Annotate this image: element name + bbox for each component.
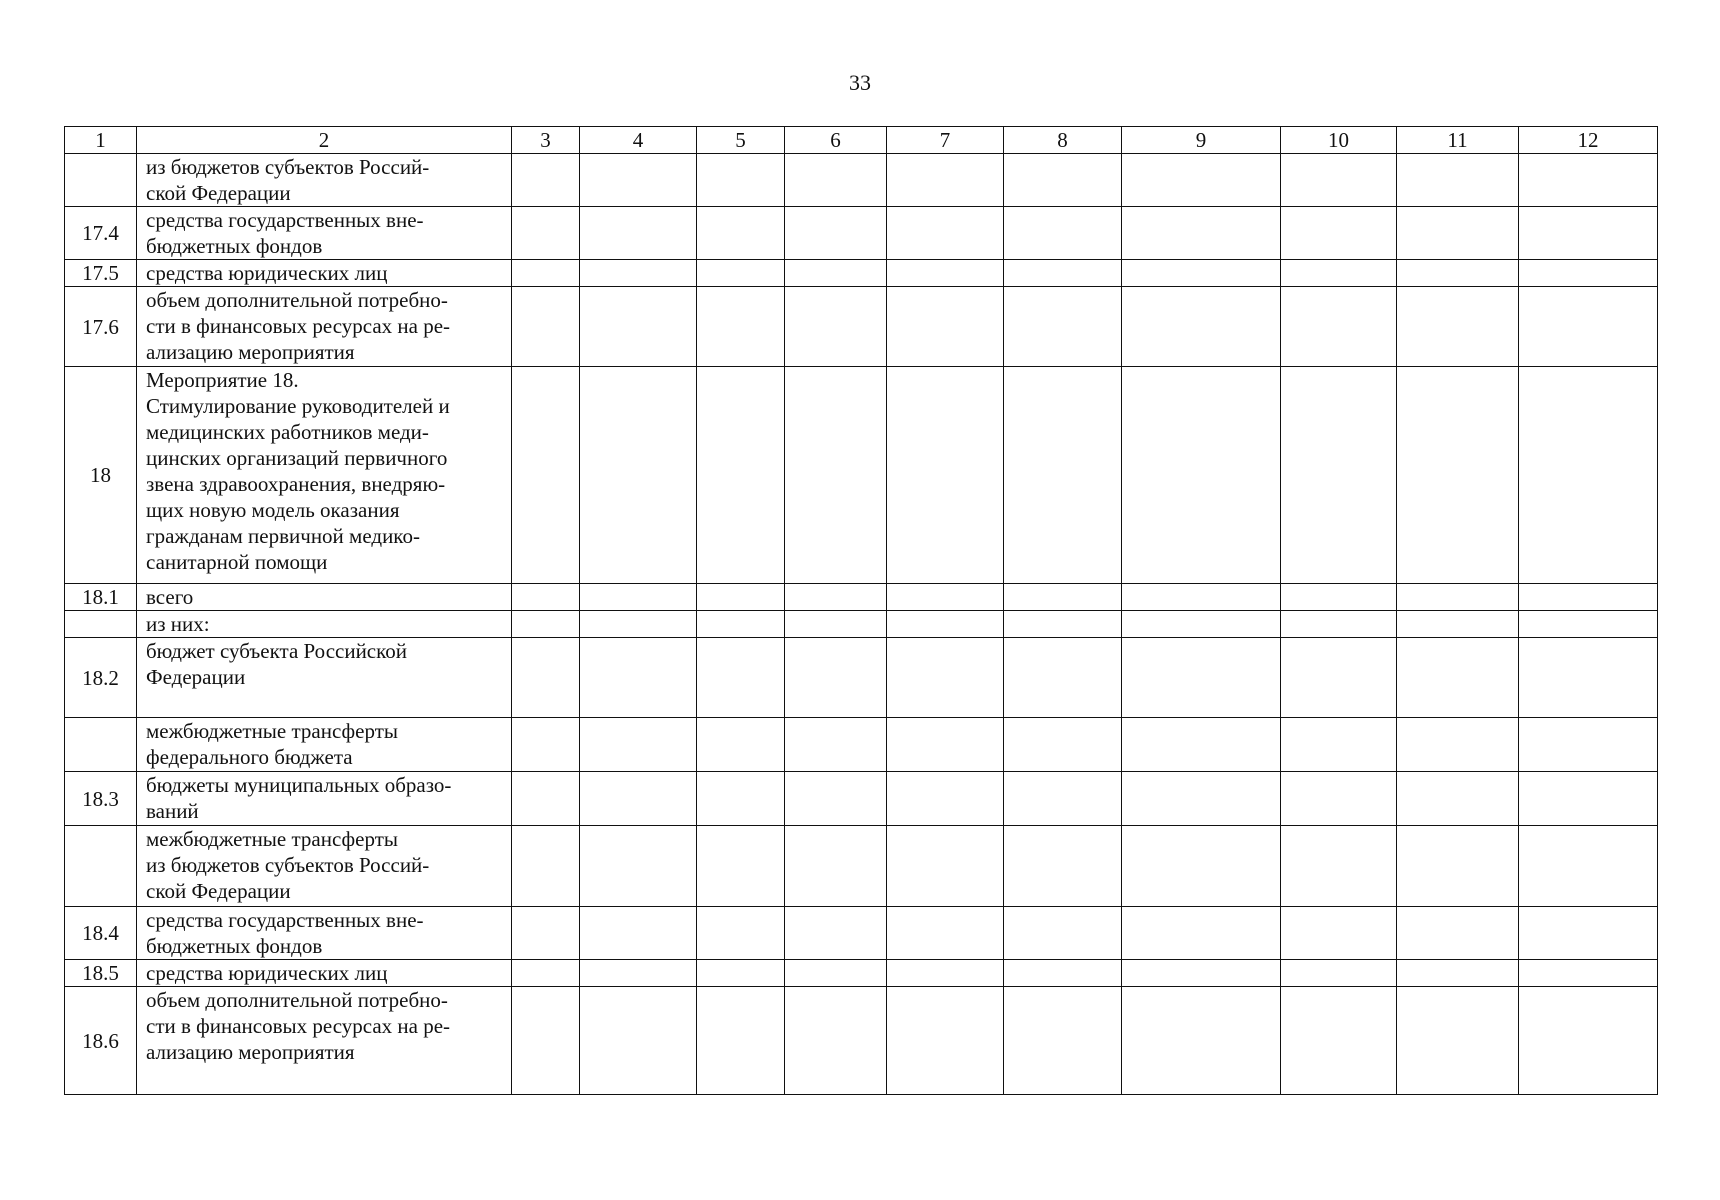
value-cell	[1122, 772, 1281, 826]
value-cell	[887, 367, 1004, 584]
row-number-cell	[65, 718, 137, 772]
row-description-cell: средства государственных вне- бюджетных фондов	[137, 907, 512, 960]
value-cell	[1519, 907, 1658, 960]
value-cell	[1281, 960, 1397, 987]
value-cell	[1519, 638, 1658, 718]
budget-table	[64, 126, 1658, 1095]
value-cell	[785, 638, 887, 718]
value-cell	[1281, 987, 1397, 1095]
column-header: 7	[887, 127, 1004, 154]
value-cell	[785, 960, 887, 987]
value-cell	[1519, 287, 1658, 367]
value-cell	[697, 718, 785, 772]
value-cell	[580, 907, 697, 960]
value-cell	[785, 907, 887, 960]
value-cell	[1519, 718, 1658, 772]
value-cell	[580, 207, 697, 260]
table-row	[65, 826, 1658, 907]
value-cell	[580, 154, 697, 207]
value-cell	[1122, 367, 1281, 584]
value-cell	[512, 826, 580, 907]
row-description-cell: объем дополнительной потребно- сти в финансовых ресурсах на ре- ализацию мероприятия	[137, 987, 512, 1095]
value-cell	[1281, 611, 1397, 638]
value-cell	[1397, 960, 1519, 987]
value-cell	[1519, 987, 1658, 1095]
row-number-cell: 18.6	[65, 987, 137, 1095]
value-cell	[1519, 611, 1658, 638]
value-cell	[1122, 154, 1281, 207]
value-cell	[1281, 287, 1397, 367]
value-cell	[697, 287, 785, 367]
value-cell	[512, 718, 580, 772]
column-header: 5	[697, 127, 785, 154]
row-description-cell: средства юридических лиц	[137, 260, 512, 287]
value-cell	[785, 154, 887, 207]
table-row	[65, 772, 1658, 826]
table-row	[65, 260, 1658, 287]
value-cell	[1004, 287, 1122, 367]
value-cell	[785, 987, 887, 1095]
table-row	[65, 367, 1658, 584]
value-cell	[785, 367, 887, 584]
value-cell	[1397, 287, 1519, 367]
value-cell	[1004, 207, 1122, 260]
value-cell	[697, 772, 785, 826]
value-cell	[512, 772, 580, 826]
value-cell	[580, 718, 697, 772]
column-number-header	[65, 127, 1658, 154]
value-cell	[580, 960, 697, 987]
value-cell	[887, 960, 1004, 987]
value-cell	[1397, 987, 1519, 1095]
table-row	[65, 154, 1658, 207]
value-cell	[1397, 826, 1519, 907]
value-cell	[785, 207, 887, 260]
column-header: 4	[580, 127, 697, 154]
value-cell	[1004, 260, 1122, 287]
value-cell	[1519, 207, 1658, 260]
column-header: 12	[1519, 127, 1658, 154]
table-row	[65, 287, 1658, 367]
value-cell	[697, 826, 785, 907]
value-cell	[1122, 287, 1281, 367]
value-cell	[512, 367, 580, 584]
value-cell	[580, 826, 697, 907]
value-cell	[512, 207, 580, 260]
column-header: 2	[137, 127, 512, 154]
value-cell	[1004, 154, 1122, 207]
value-cell	[580, 611, 697, 638]
value-cell	[785, 584, 887, 611]
value-cell	[785, 718, 887, 772]
value-cell	[887, 287, 1004, 367]
value-cell	[785, 772, 887, 826]
value-cell	[1397, 718, 1519, 772]
value-cell	[1397, 907, 1519, 960]
value-cell	[1397, 772, 1519, 826]
value-cell	[887, 772, 1004, 826]
value-cell	[1122, 960, 1281, 987]
row-number-cell: 17.5	[65, 260, 137, 287]
value-cell	[1281, 260, 1397, 287]
row-number-cell: 18.5	[65, 960, 137, 987]
value-cell	[1281, 718, 1397, 772]
value-cell	[1122, 907, 1281, 960]
value-cell	[697, 584, 785, 611]
value-cell	[1281, 584, 1397, 611]
value-cell	[512, 987, 580, 1095]
value-cell	[580, 584, 697, 611]
value-cell	[1397, 154, 1519, 207]
value-cell	[887, 987, 1004, 1095]
value-cell	[512, 611, 580, 638]
value-cell	[1519, 772, 1658, 826]
value-cell	[1519, 960, 1658, 987]
value-cell	[1004, 907, 1122, 960]
row-number-cell: 18.1	[65, 584, 137, 611]
value-cell	[580, 772, 697, 826]
value-cell	[1004, 718, 1122, 772]
row-description-cell: Мероприятие 18. Стимулирование руководителей и медицинских работников меди- цинских организаций первичного звена здравоохранения, внедряю- щих новую модель оказания гражданам первичной медико- санитарной помощи	[137, 367, 512, 584]
value-cell	[512, 584, 580, 611]
value-cell	[1122, 260, 1281, 287]
row-description-cell: межбюджетные трансферты из бюджетов субъектов Россий- ской Федерации	[137, 826, 512, 907]
column-header: 8	[1004, 127, 1122, 154]
value-cell	[1004, 987, 1122, 1095]
value-cell	[1397, 367, 1519, 584]
row-number-cell: 18	[65, 367, 137, 584]
table-row	[65, 907, 1658, 960]
value-cell	[1004, 772, 1122, 826]
value-cell	[1281, 367, 1397, 584]
page-number: 33	[849, 70, 871, 95]
value-cell	[512, 260, 580, 287]
value-cell	[1004, 638, 1122, 718]
row-description-cell: бюджеты муниципальных образо- ваний	[137, 772, 512, 826]
value-cell	[580, 287, 697, 367]
value-cell	[580, 987, 697, 1095]
row-description-cell: всего	[137, 584, 512, 611]
row-number-cell	[65, 826, 137, 907]
value-cell	[697, 638, 785, 718]
value-cell	[1004, 367, 1122, 584]
value-cell	[1122, 611, 1281, 638]
row-number-cell: 17.6	[65, 287, 137, 367]
row-description-cell: межбюджетные трансферты федерального бюджета	[137, 718, 512, 772]
value-cell	[1281, 154, 1397, 207]
row-number-cell	[65, 154, 137, 207]
row-description-cell: объем дополнительной потребно- сти в финансовых ресурсах на ре- ализацию мероприятия	[137, 287, 512, 367]
value-cell	[1122, 638, 1281, 718]
value-cell	[1397, 260, 1519, 287]
value-cell	[887, 584, 1004, 611]
column-header: 9	[1122, 127, 1281, 154]
value-cell	[1519, 584, 1658, 611]
value-cell	[1397, 207, 1519, 260]
row-description-cell: средства юридических лиц	[137, 960, 512, 987]
value-cell	[887, 718, 1004, 772]
value-cell	[887, 260, 1004, 287]
value-cell	[887, 638, 1004, 718]
value-cell	[1281, 772, 1397, 826]
row-description-cell: средства государственных вне- бюджетных фондов	[137, 207, 512, 260]
column-header: 3	[512, 127, 580, 154]
column-header: 6	[785, 127, 887, 154]
value-cell	[1122, 207, 1281, 260]
row-description-cell: бюджет субъекта Российской Федерации	[137, 638, 512, 718]
value-cell	[697, 611, 785, 638]
value-cell	[1122, 584, 1281, 611]
value-cell	[697, 154, 785, 207]
value-cell	[887, 611, 1004, 638]
table-row	[65, 207, 1658, 260]
value-cell	[1281, 638, 1397, 718]
value-cell	[580, 638, 697, 718]
value-cell	[1397, 611, 1519, 638]
value-cell	[1004, 611, 1122, 638]
value-cell	[512, 907, 580, 960]
value-cell	[1122, 826, 1281, 907]
value-cell	[1004, 960, 1122, 987]
table-row	[65, 638, 1658, 718]
value-cell	[1397, 638, 1519, 718]
row-number-cell: 18.2	[65, 638, 137, 718]
value-cell	[580, 367, 697, 584]
value-cell	[887, 907, 1004, 960]
value-cell	[785, 826, 887, 907]
value-cell	[512, 287, 580, 367]
value-cell	[512, 960, 580, 987]
column-header: 10	[1281, 127, 1397, 154]
value-cell	[1004, 826, 1122, 907]
value-cell	[1004, 584, 1122, 611]
value-cell	[1281, 207, 1397, 260]
row-description-cell: из бюджетов субъектов Россий- ской Федерации	[137, 154, 512, 207]
value-cell	[1281, 826, 1397, 907]
value-cell	[887, 154, 1004, 207]
value-cell	[785, 287, 887, 367]
value-cell	[785, 260, 887, 287]
value-cell	[785, 611, 887, 638]
value-cell	[512, 638, 580, 718]
table-row	[65, 611, 1658, 638]
table-row	[65, 960, 1658, 987]
value-cell	[697, 987, 785, 1095]
table-row	[65, 584, 1658, 611]
value-cell	[697, 207, 785, 260]
value-cell	[1519, 154, 1658, 207]
value-cell	[1122, 718, 1281, 772]
column-header: 11	[1397, 127, 1519, 154]
value-cell	[580, 260, 697, 287]
table-row	[65, 718, 1658, 772]
value-cell	[697, 367, 785, 584]
column-header: 1	[65, 127, 137, 154]
value-cell	[512, 154, 580, 207]
value-cell	[1397, 584, 1519, 611]
row-number-cell: 17.4	[65, 207, 137, 260]
value-cell	[1519, 260, 1658, 287]
table-row	[65, 987, 1658, 1095]
row-number-cell: 18.3	[65, 772, 137, 826]
value-cell	[887, 826, 1004, 907]
value-cell	[1519, 367, 1658, 584]
value-cell	[697, 960, 785, 987]
value-cell	[1122, 987, 1281, 1095]
value-cell	[697, 907, 785, 960]
row-number-cell: 18.4	[65, 907, 137, 960]
value-cell	[1281, 907, 1397, 960]
value-cell	[887, 207, 1004, 260]
value-cell	[697, 260, 785, 287]
row-description-cell: из них:	[137, 611, 512, 638]
row-number-cell	[65, 611, 137, 638]
value-cell	[1519, 826, 1658, 907]
